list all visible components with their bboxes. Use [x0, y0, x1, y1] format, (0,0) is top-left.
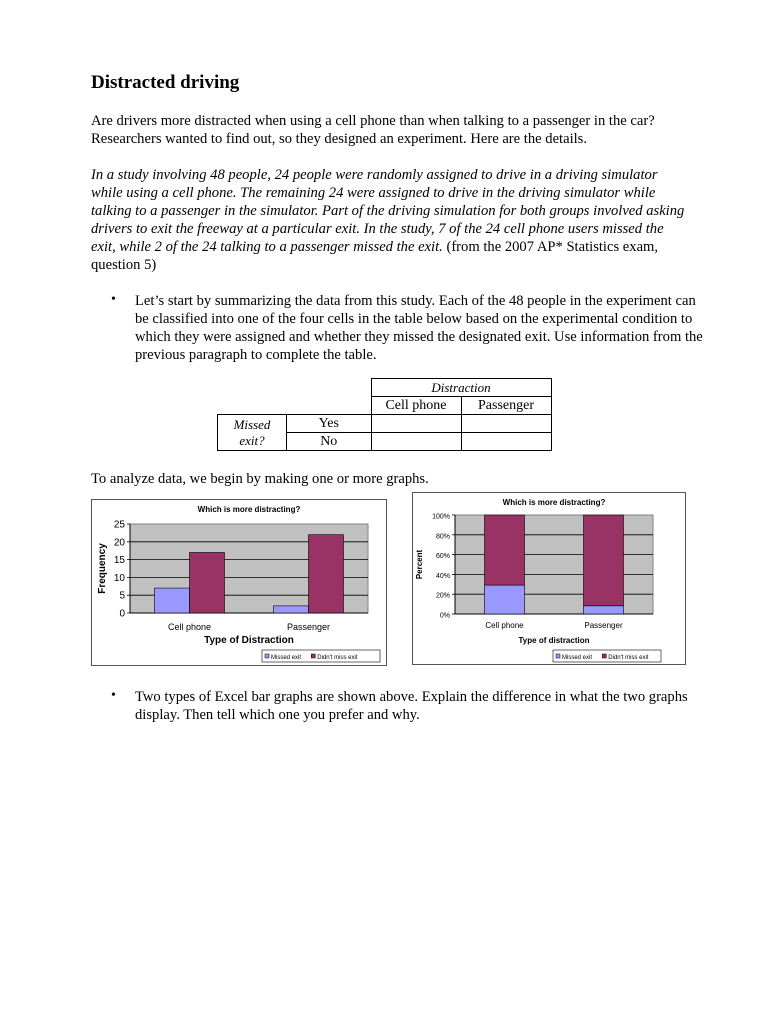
y-tick-label: 0% — [439, 612, 450, 620]
intro-paragraph: Are drivers more distracted when using a cell phone than when talking to a passenger in the car? Researchers wanted to find out, so they designed an experiment. Here are the details. — [91, 113, 655, 147]
frequency-chart — [91, 499, 387, 666]
y-axis-label: Percent — [415, 549, 424, 580]
y-tick-label: 5 — [119, 590, 125, 602]
frequency-chart-svg — [92, 500, 386, 665]
chart-title: Which is more distracting? — [197, 505, 301, 514]
bar-missed — [155, 588, 190, 613]
citation: (from the 2007 AP* Statistics exam, question 5) — [91, 239, 659, 273]
x-tick-label: Passenger — [286, 622, 331, 632]
percent-chart-svg — [413, 493, 685, 664]
y-tick-label: 0 — [119, 608, 125, 620]
legend-label: Missed exit — [271, 655, 302, 661]
legend-swatch — [265, 654, 269, 658]
table-cell[interactable] — [371, 433, 461, 451]
bar-missed — [485, 585, 525, 614]
bar-not-missed — [190, 552, 225, 613]
table-row-header: No — [287, 433, 372, 451]
y-tick-label: 100% — [432, 513, 450, 521]
table-row-group-header: Missed exit? — [218, 415, 287, 451]
study-paragraph — [91, 166, 691, 274]
y-tick-label: 60% — [435, 553, 450, 561]
legend-label: Didn't miss exit — [317, 655, 358, 661]
legend-label: Missed exit — [562, 655, 593, 661]
legend-swatch — [556, 654, 560, 658]
two-way-table — [217, 378, 552, 451]
bar-missed — [584, 606, 624, 614]
y-tick-label: 15 — [113, 555, 125, 567]
bar-missed — [274, 606, 309, 613]
table-col-header: Cell phone — [371, 397, 461, 415]
bar-not-missed — [584, 515, 624, 606]
bullet-paragraph-1: Let’s start by summarizing the data from this study. Each of the 48 people in the experiment can be classified into one of the four cells in the table below based on the experimental condition to which they were assigned and whether they missed the designated exit. Use information from the previous paragraph to complete the table. — [135, 293, 703, 363]
table-row-header: Yes — [287, 415, 372, 433]
table-cell[interactable] — [461, 415, 551, 433]
table-group-header: Distraction — [371, 379, 551, 397]
legend-swatch — [602, 654, 606, 658]
analyze-paragraph: To analyze data, we begin by making one or more graphs. — [91, 471, 429, 487]
table-cell[interactable] — [461, 433, 551, 451]
bullet-dot: • — [111, 292, 116, 307]
table-cell[interactable] — [371, 415, 461, 433]
bar-not-missed — [485, 515, 525, 585]
y-tick-label: 10 — [113, 572, 125, 584]
page-title: Distracted driving — [91, 72, 240, 93]
y-tick-label: 20% — [435, 592, 450, 600]
x-axis-label: Type of distraction — [518, 636, 590, 645]
x-tick-label: Cell phone — [485, 621, 524, 630]
chart-title: Which is more distracting? — [502, 498, 606, 507]
x-axis-label: Type of Distraction — [204, 635, 294, 646]
percent-chart — [412, 492, 686, 665]
table-col-header: Passenger — [461, 397, 551, 415]
y-tick-label: 20 — [113, 537, 125, 549]
y-tick-label: 40% — [435, 572, 450, 580]
y-tick-label: 80% — [435, 533, 450, 541]
bar-not-missed — [309, 535, 344, 613]
legend-swatch — [311, 654, 315, 658]
y-tick-label: 25 — [113, 519, 125, 531]
x-tick-label: Passenger — [584, 621, 623, 630]
bullet-dot: • — [111, 688, 116, 703]
y-axis-label: Frequency — [97, 543, 108, 594]
legend-label: Didn't miss exit — [608, 655, 649, 661]
study-text: In a study involving 48 people, 24 people were randomly assigned to drive in a driving simulator while using a cell phone. The remaining 24 were assigned to drive in the driving simulator while talking to a passenger in the simulator. Part of the driving simulation for both groups involved asking drivers to exit the freeway at a particular exit. In the study, 7 of the 24 cell phone users missed the exit, while 2 of the 24 talking to a passenger missed the exit. — [91, 167, 685, 255]
bullet-paragraph-2: Two types of Excel bar graphs are shown above. Explain the difference in what the two graphs display. Then tell which one you prefer and why. — [135, 689, 688, 723]
x-tick-label: Cell phone — [167, 622, 212, 632]
